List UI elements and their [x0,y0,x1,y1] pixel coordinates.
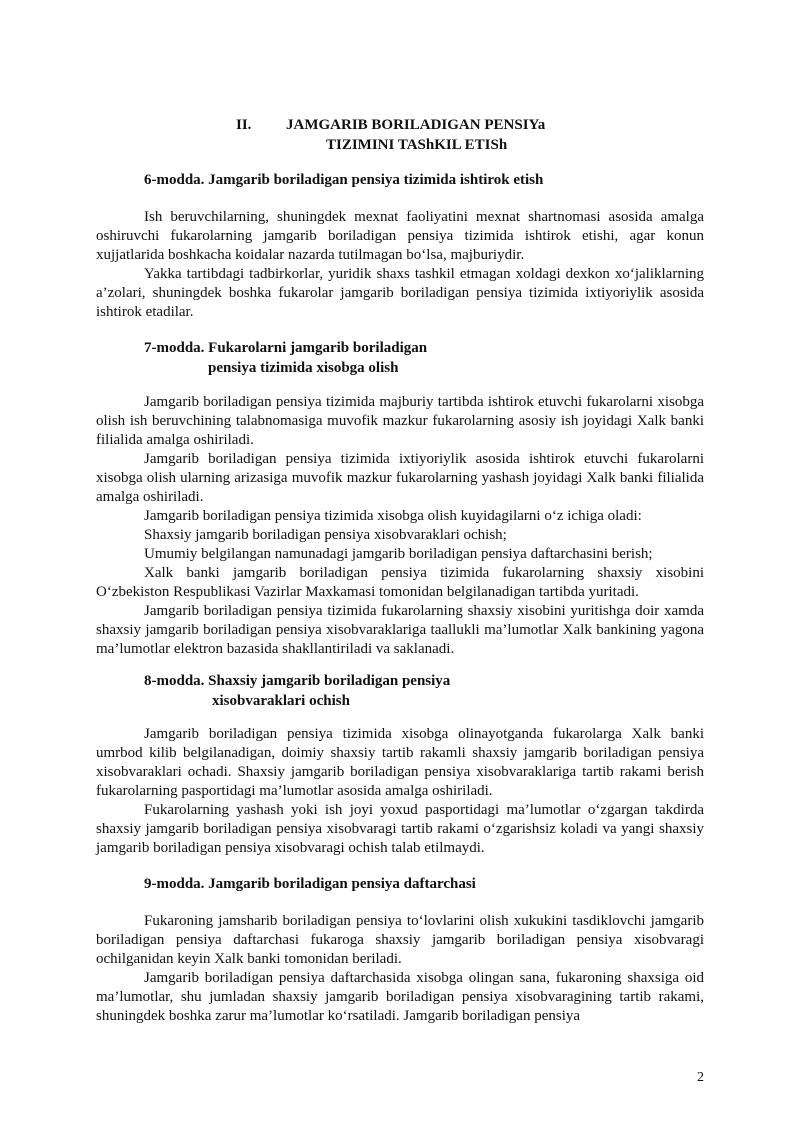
paragraph: Jamgarib boriladigan pensiya tizimida fukarolarning shaxsiy xisobini yuritishga doir xamda shaxsiy jamgarib boriladigan pensiya xisobvaraklariga taallukli ma’lumotlar Xalk bankining yagona ma’lumotlar elektron bazasida shakllantiriladi va saklanadi. [96,603,704,657]
article-8-heading-line1: 8-modda. Shaxsiy jamgarib boriladigan pensiya [144,673,451,689]
article-8-body [96,725,704,858]
paragraph: Umumiy belgilangan namunadagi jamgarib boriladigan pensiya daftarchasini berish; [144,546,653,562]
page-number: 2 [697,1070,704,1085]
paragraph: Jamgarib boriladigan pensiya tizimida xisobga olish kuyidagilarni oʻz ichiga oladi: [144,508,642,524]
article-8-heading [144,671,450,711]
article-7-body [96,393,704,659]
paragraph: Xalk banki jamgarib boriladigan pensiya tizimida fukarolarning shaxsiy xisobini Oʻzbekiston Respublikasi Vazirlar Maxkamasi tomonidan belgilanadigan tartibda yuritadi. [96,565,704,600]
article-7-heading-line1: 7-modda. Fukarolarni jamgarib boriladigan [144,340,428,356]
chapter-number: II. [236,117,252,133]
article-9-heading: 9-modda. Jamgarib boriladigan pensiya daftarchasi [144,876,476,892]
article-6-body [96,208,704,322]
paragraph: Fukarolarning yashash yoki ish joyi yoxud pasportidagi ma’lumotlar oʻzgargan takdirda shaxsiy jamgarib boriladigan pensiya xisobvaragi tartib rakami oʻzgarishsiz koladi va yangi shaxsiy jamgarib boriladigan pensiya xisobvaragi ochish talab etilmaydi. [96,802,704,856]
paragraph: Jamgarib boriladigan pensiya tizimida xisobga olinayotganda fukarolarga Xalk banki umrbod kilib belgilanadigan, doimiy shaxsiy tartib rakamli shaxsiy jamgarib boriladigan pensiya xisobvaraklari ochadi. Shaxsiy jamgarib boriladigan pensiya xisobvaraklariga tartib rakami berish fukarolarning pasportidagi ma’lumotlar asosida amalga oshiriladi. [96,726,704,799]
article-8-heading-line2: xisobvaraklari ochish [212,693,350,709]
article-6-heading: 6-modda. Jamgarib boriladigan pensiya tizimida ishtirok etish [144,172,544,188]
chapter-heading [236,115,545,155]
paragraph: Yakka tartibdagi tadbirkorlar, yuridik shaxs tashkil etmagan xoldagi dexkon xoʻjaliklarning a’zolari, shuningdek boshka fukarolar jamgarib boriladigan pensiya tizimida ixtiyoriylik asosida ishtirok etadilar. [96,266,704,320]
paragraph: Shaxsiy jamgarib boriladigan pensiya xisobvaraklari ochish; [144,527,507,543]
article-9-body [96,912,704,1026]
chapter-title-line2: TIZIMINI TAShKIL ETISh [326,137,508,153]
article-7-heading-line2: pensiya tizimida xisobga olish [208,360,399,376]
paragraph: Ish beruvchilarning, shuningdek mexnat faoliyatini mexnat shartnomasi asosida amalga oshiruvchi fukarolarning jamgarib boriladigan pensiya tizimida ishtirok etishi, agar konun xujjatlarida boshkacha koidalar nazarda tutilmagan boʻlsa, majburiydir. [96,209,704,263]
paragraph: Jamgarib boriladigan pensiya tizimida majburiy tartibda ishtirok etuvchi fukarolarni xisobga olish ish beruvchining talabnomasiga muvofik mazkur fukarolarning asosiy ish joyidagi Xalk banki filialida amalga oshiriladi. [96,394,704,448]
paragraph: Jamgarib boriladigan pensiya tizimida ixtiyoriylik asosida ishtirok etuvchi fukarolarni xisobga olish ularning arizasiga muvofik mazkur fukarolarning yashash joyidagi Xalk banki filialida amalga oshiriladi. [96,451,704,505]
paragraph: Fukaroning jamsharib boriladigan pensiya toʻlovlarini olish xukukini tasdiklovchi jamgarib boriladigan pensiya daftarchasi fukaroga shaxsiy jamgarib boriladigan pensiya xisobvaragi ochilganidan keyin Xalk banki tomonidan beriladi. [96,913,704,967]
article-7-heading [144,338,427,378]
paragraph: Jamgarib boriladigan pensiya daftarchasida xisobga olingan sana, fukaroning shaxsiga oid ma’lumotlar, shu jumladan shaxsiy jamgarib boriladigan pensiya xisobvaragining tartib rakami, shuningdek boshka zarur ma’lumotlar koʻrsatiladi. Jamgarib boriladigan pensiya [96,970,704,1024]
chapter-title-line1: JAMGARIB BORILADIGAN PENSIYa [286,117,546,133]
